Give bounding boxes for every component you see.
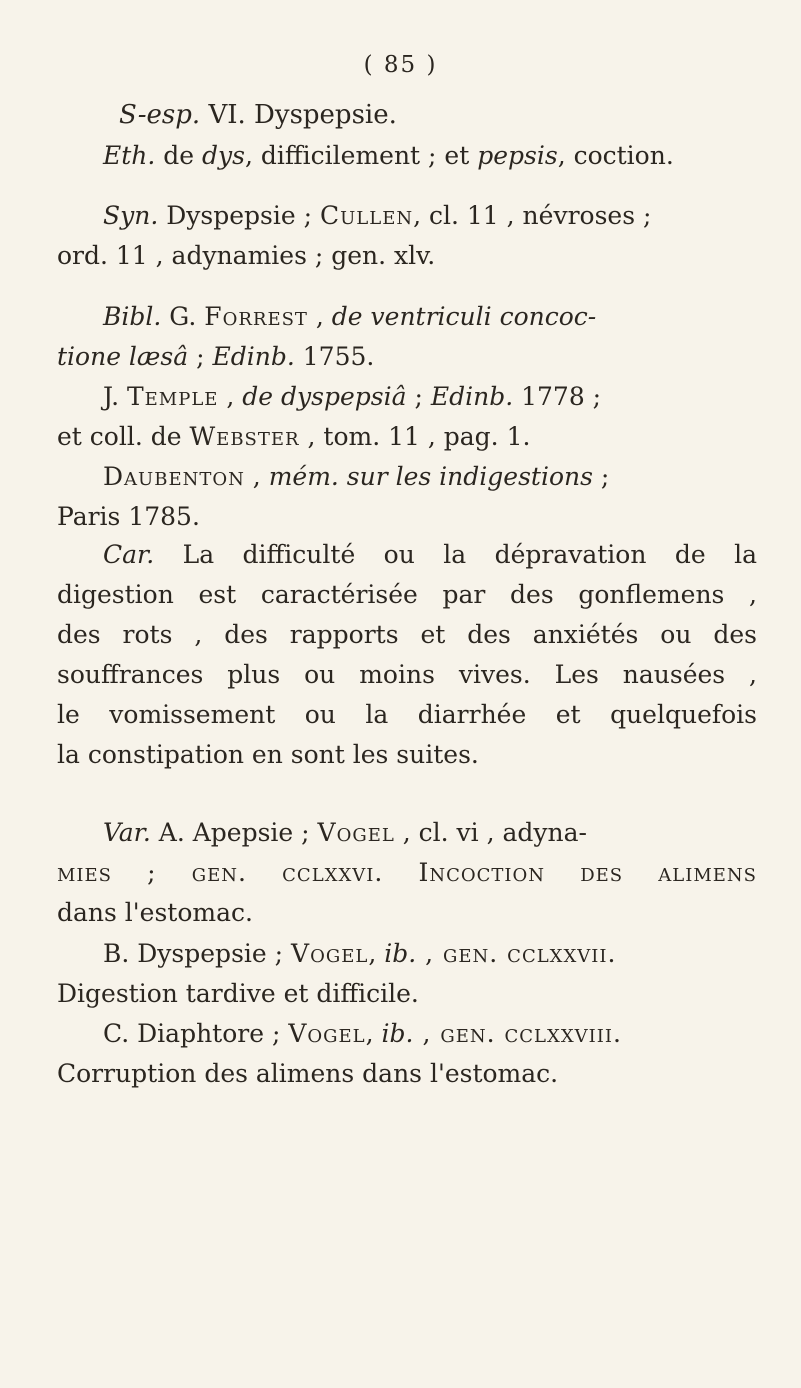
eth-text: de [155, 141, 203, 170]
syn-text: , cl. 11 , névroses ; [413, 201, 652, 230]
bibl-text: ; [188, 342, 213, 371]
var-c-text: C. Diaphtore ; [103, 1019, 289, 1048]
var-text: A. Apepsie ; [150, 818, 318, 847]
var-b-ib: ib. [384, 939, 417, 968]
var-a-line-3: dans l'estomac. [57, 898, 253, 927]
varieties-paragraph [57, 813, 757, 933]
var-b-author: Vogel [291, 939, 369, 968]
var-author: Vogel [317, 818, 395, 847]
bibliography-paragraph [57, 297, 757, 537]
car-line-6: la constipation en sont les suites. [57, 740, 479, 769]
page-number: ( 85 ) [363, 52, 438, 78]
var-b-text: B. Dyspepsie ; [103, 939, 292, 968]
var-c-author: Vogel [288, 1019, 366, 1048]
variety-b [57, 934, 757, 1014]
var-b-description: Digestion tardive et difficile. [57, 979, 419, 1008]
car-line-4: souffrances plus ou moins vives. Les nausées , [57, 660, 757, 689]
bibl-author-daubenton: Daubenton [103, 462, 245, 491]
bibl-text: ; [592, 462, 610, 491]
var-abbr: Var. [103, 818, 151, 847]
syn-author: Cullen [320, 201, 414, 230]
eth-abbr: Eth. [103, 141, 156, 170]
eth-word-pepsis: pepsis [477, 141, 558, 170]
car-line-3: des rots , des rapports et des anxiétés ou des [57, 620, 757, 649]
bibl-year-2: 1778 ; [513, 382, 602, 411]
syn-text: Dyspepsie ; [158, 201, 320, 230]
bibl-text: et coll. de [57, 422, 190, 451]
eth-text: , coction. [557, 141, 674, 170]
bibl-place-1: Edinb. [212, 342, 295, 371]
bibl-line-paris: Paris 1785. [57, 502, 200, 531]
var-a-line-2: mies ; gen. cclxxvi. Incoction des alimens [57, 858, 757, 887]
heading-abbr: S-esp. [119, 100, 201, 130]
var-b-gen: , gen. cclxxvii. [416, 939, 617, 968]
var-c-gen: , gen. cclxxviii. [413, 1019, 622, 1048]
eth-word-dys: dys [202, 141, 246, 170]
etymology-paragraph [57, 136, 757, 176]
car-line-1: La difficulté ou la dépravation de la [154, 540, 757, 569]
characters-paragraph [57, 535, 757, 775]
car-line-5: le vomissement ou la diarrhée et quelquefois [57, 700, 757, 729]
bibl-author-temple: Temple [126, 382, 219, 411]
car-line-2: digestion est caractérisée par des gonflemens , [57, 580, 757, 609]
car-abbr: Car. [103, 540, 155, 569]
species-heading [119, 100, 397, 130]
var-text: , cl. vi , adyna- [394, 818, 587, 847]
heading-text: VI. Dyspepsie. [200, 100, 397, 130]
bibl-text: G. [161, 302, 205, 331]
bibl-text: , tom. 11 , pag. 1. [299, 422, 531, 451]
bibl-year-1: 1755. [294, 342, 375, 371]
bibl-text: , [218, 382, 243, 411]
bibl-place-2: Edinb. [430, 382, 514, 411]
bibl-author-webster: Webster [189, 422, 300, 451]
var-b-text: , [368, 939, 385, 968]
bibl-title-1b: tione læsâ [57, 342, 189, 371]
bibl-title-2: de dyspepsiâ [242, 382, 407, 411]
bibl-text: ; [406, 382, 431, 411]
var-c-text: , [365, 1019, 382, 1048]
bibl-title-4: mém. sur les indigestions [268, 462, 593, 491]
bibl-text: , [307, 302, 332, 331]
bibl-title-1a: de ventriculi concoc- [331, 302, 597, 331]
syn-line-2: ord. 11 , adynamies ; gen. xlv. [57, 241, 436, 270]
bibl-author-forrest: Forrest [204, 302, 308, 331]
bibl-abbr: Bibl. [103, 302, 162, 331]
syn-abbr: Syn. [103, 201, 159, 230]
synonymy-paragraph [57, 196, 757, 276]
eth-text: , difficilement ; et [245, 141, 478, 170]
bibl-text: , [244, 462, 269, 491]
bibl-text: J. [103, 382, 127, 411]
var-c-ib: ib. [381, 1019, 414, 1048]
variety-c [57, 1014, 757, 1094]
var-c-description: Corruption des alimens dans l'estomac. [57, 1059, 559, 1088]
